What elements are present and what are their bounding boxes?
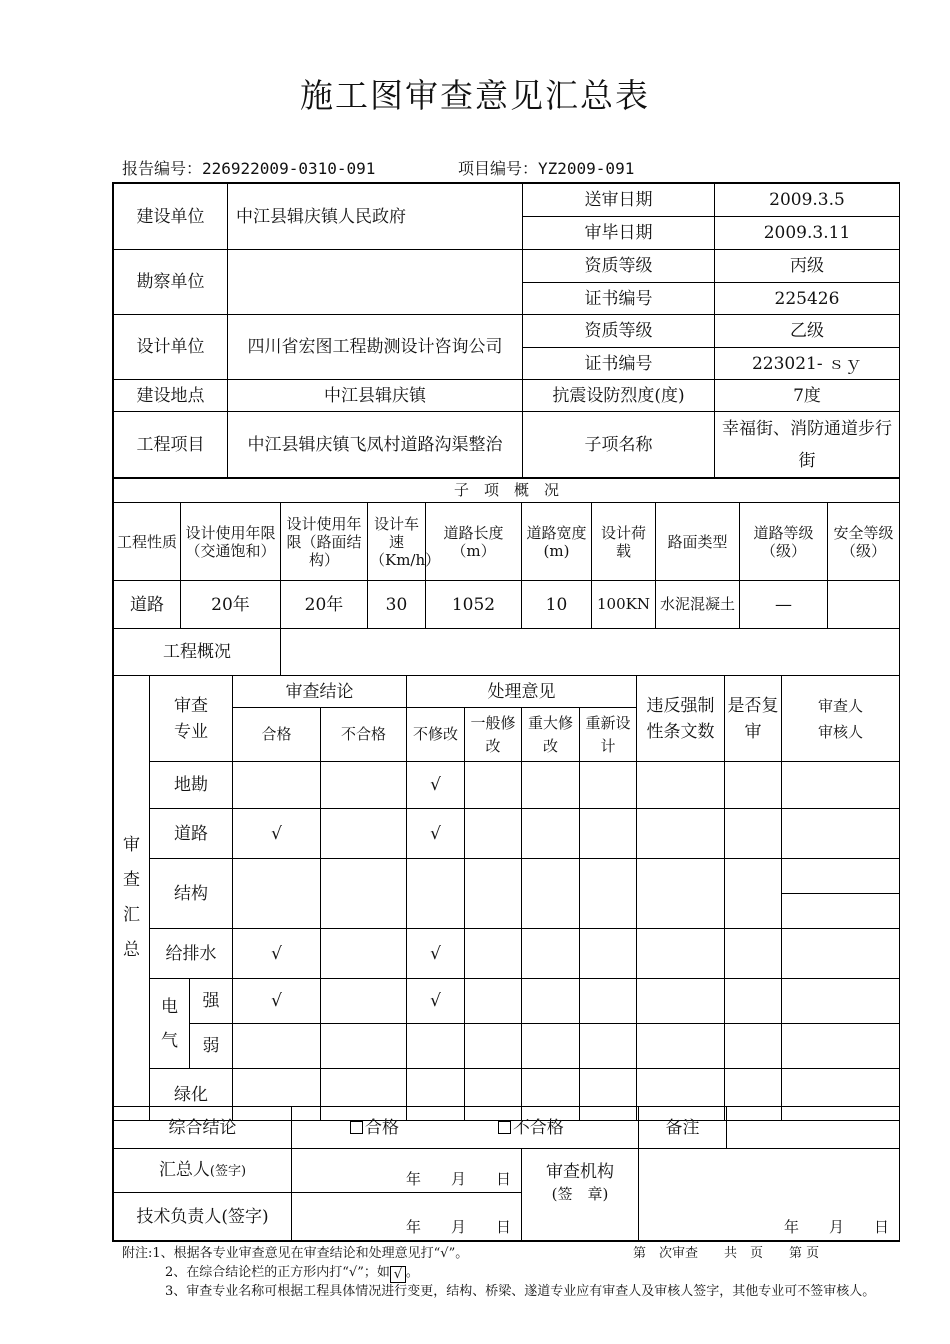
road-no-change: √	[407, 809, 465, 859]
agency-day: 日	[873, 1218, 889, 1236]
ov-life-pavement: 20年	[281, 581, 368, 629]
tech-lead-label-cell	[114, 1193, 292, 1241]
drainage-pass: √	[233, 929, 321, 979]
summarizer-sign-note: (签字)	[209, 1163, 247, 1179]
conclusion-table	[113, 1106, 900, 1241]
reviewer-header	[782, 676, 900, 762]
project-name: 中江县辑庆镇飞凤村道路沟渠整治	[228, 412, 523, 478]
summarizer-month: 月	[450, 1170, 466, 1188]
strong-fail	[321, 979, 407, 1024]
specialty-electric	[150, 979, 190, 1069]
structure-fail	[321, 859, 407, 929]
pass-header: 合格	[233, 708, 321, 762]
drainage-reviewer	[782, 929, 900, 979]
tech-lead-label: 技术负责人	[136, 1206, 222, 1227]
weak-fail	[321, 1024, 407, 1069]
conclusion-header: 审查结论	[233, 676, 407, 708]
page-counter: 第 次审查 共 页 第 页	[633, 1246, 820, 1261]
note-3: 3、审查专业名称可根据工程具体情况进行变更，结构、桥梁、遂道专业应有审查人及审核人签字，其他专业可不签审核人。	[165, 1284, 876, 1299]
design-qual-label: 资质等级	[523, 315, 715, 348]
summarizer-label: 汇总人	[158, 1159, 210, 1180]
strong-major	[522, 979, 580, 1024]
specialty-header	[150, 676, 233, 762]
survey-redesign	[580, 762, 637, 809]
page-title: 施工图审查意见汇总表	[300, 76, 650, 115]
overall-label: 综合结论	[114, 1107, 292, 1149]
ov-length: 1052	[426, 581, 522, 629]
specialty-header-text: 审查专业	[174, 695, 208, 742]
summary-label: 工程概况	[114, 629, 281, 676]
tech-lead-day: 日	[495, 1218, 511, 1236]
ov-header-width: 道路宽度(m)	[522, 503, 592, 581]
remark-value	[727, 1107, 900, 1149]
structure-reviewer	[782, 859, 900, 894]
survey-minor	[465, 762, 522, 809]
drainage-violation	[637, 929, 725, 979]
ov-header-length: 道路长度（m）	[426, 503, 522, 581]
build-unit: 中江县辑庆镇人民政府	[228, 184, 523, 250]
summarizer-date	[292, 1149, 522, 1193]
opinion-header: 处理意见	[407, 676, 637, 708]
weak-pass	[233, 1024, 321, 1069]
road-major	[522, 809, 580, 859]
survey-no-change: √	[407, 762, 465, 809]
drainage-recheck	[725, 929, 782, 979]
road-fail	[321, 809, 407, 859]
survey-unit-label: 勘察单位	[114, 250, 228, 315]
fail-checkbox[interactable]	[498, 1121, 511, 1134]
tech-lead-sign-note: (签字)	[221, 1206, 269, 1227]
survey-unit	[228, 250, 523, 315]
survey-fail	[321, 762, 407, 809]
weak-reviewer	[782, 1024, 900, 1069]
ov-header-life-traffic: 设计使用年限（交通饱和）	[181, 503, 281, 581]
specialty-survey: 地勘	[150, 762, 233, 809]
note-2-end: 。	[405, 1265, 419, 1280]
specialty-electric-weak: 弱	[190, 1024, 233, 1069]
agency-month: 月	[828, 1218, 844, 1236]
summarizer-label-cell	[114, 1149, 292, 1193]
strong-recheck	[725, 979, 782, 1024]
design-cert: 223021- ｓｙ	[715, 348, 900, 380]
specialty-structure: 结构	[150, 859, 233, 929]
ov-load: 100KN	[592, 581, 656, 629]
ov-road-grade: —	[740, 581, 828, 629]
ov-nature: 道路	[114, 581, 181, 629]
redesign-header: 重新设计	[580, 708, 637, 762]
specialty-drainage: 给排水	[150, 929, 233, 979]
no-change-header: 不修改	[407, 708, 465, 762]
note-2-example-box: √	[390, 1266, 406, 1283]
drainage-minor	[465, 929, 522, 979]
structure-minor	[465, 859, 522, 929]
structure-checker	[782, 894, 900, 929]
strong-redesign	[580, 979, 637, 1024]
ov-header-safety-grade: 安全等级（级）	[828, 503, 900, 581]
drainage-redesign	[580, 929, 637, 979]
tech-lead-date	[292, 1193, 522, 1241]
recheck-header: 是否复审	[725, 676, 782, 762]
pass-checkbox[interactable]	[350, 1121, 363, 1134]
ov-life-traffic: 20年	[181, 581, 281, 629]
review-section-label	[114, 676, 150, 1121]
ov-header-load: 设计荷载	[592, 503, 656, 581]
survey-violation	[637, 762, 725, 809]
specialty-road: 道路	[150, 809, 233, 859]
strong-violation	[637, 979, 725, 1024]
summarizer-year: 年	[405, 1170, 421, 1188]
info-table	[113, 183, 900, 478]
ov-header-road-grade: 道路等级（级）	[740, 503, 828, 581]
project-label: 工程项目	[114, 412, 228, 478]
survey-pass	[233, 762, 321, 809]
major-change-header: 重大修改	[522, 708, 580, 762]
weak-recheck	[725, 1024, 782, 1069]
ov-pavement: 水泥混凝土	[656, 581, 740, 629]
survey-major	[522, 762, 580, 809]
report-number: 报告编号：226922009-0310-091	[122, 159, 376, 178]
structure-recheck	[725, 859, 782, 929]
ov-header-pavement: 路面类型	[656, 503, 740, 581]
minor-change-header: 一般修改	[465, 708, 522, 762]
submit-date: 2009.3.5	[715, 184, 900, 217]
road-redesign	[580, 809, 637, 859]
fail-header: 不合格	[321, 708, 407, 762]
structure-no-change	[407, 859, 465, 929]
agency-year: 年	[783, 1218, 799, 1236]
specialty-electric-text: 电气	[161, 996, 178, 1051]
ov-width: 10	[522, 581, 592, 629]
seismic-label: 抗震设防烈度(度)	[523, 380, 715, 412]
ov-speed: 30	[368, 581, 426, 629]
weak-redesign	[580, 1024, 637, 1069]
drainage-major	[522, 929, 580, 979]
ov-header-nature: 工程性质	[114, 503, 181, 581]
reviewer-label: 审查人	[817, 696, 863, 715]
finish-date-label: 审毕日期	[523, 217, 715, 250]
road-minor	[465, 809, 522, 859]
weak-major	[522, 1024, 580, 1069]
project-number: 项目编号：YZ2009-091	[458, 159, 635, 178]
specialty-electric-strong: 强	[190, 979, 233, 1024]
design-unit-label: 设计单位	[114, 315, 228, 380]
strong-minor	[465, 979, 522, 1024]
ov-safety-grade	[828, 581, 900, 629]
pass-option-label: 合格	[365, 1117, 399, 1138]
finish-date: 2009.3.11	[715, 217, 900, 250]
note-2	[165, 1263, 419, 1283]
agency-cell	[522, 1149, 639, 1241]
structure-major	[522, 859, 580, 929]
agency-seal-area	[639, 1149, 900, 1241]
strong-no-change: √	[407, 979, 465, 1024]
ov-header-speed: 设计车速（Km/h）	[368, 503, 426, 581]
checker-label: 审核人	[817, 722, 863, 741]
overall-options	[292, 1107, 639, 1149]
note-1: 附注:1、根据各专业审查意见在审查结论和处理意见打“√”。	[122, 1246, 469, 1261]
site: 中江县辑庆镇	[228, 380, 523, 412]
strong-pass: √	[233, 979, 321, 1024]
survey-recheck	[725, 762, 782, 809]
overview-table	[113, 478, 900, 676]
subitem-label: 子项名称	[523, 412, 715, 478]
survey-cert: 225426	[715, 283, 900, 315]
strong-reviewer	[782, 979, 900, 1024]
structure-pass	[233, 859, 321, 929]
agency-label: 审查机构	[546, 1162, 614, 1182]
road-recheck	[725, 809, 782, 859]
structure-redesign	[580, 859, 637, 929]
seismic: 7度	[715, 380, 900, 412]
tech-lead-month: 月	[450, 1218, 466, 1236]
road-violation	[637, 809, 725, 859]
survey-cert-label: 证书编号	[523, 283, 715, 315]
survey-reviewer	[782, 762, 900, 809]
specialty-green: 绿化	[150, 1069, 233, 1121]
note-2-text: 2、在综合结论栏的正方形内打“√”；如	[165, 1265, 390, 1280]
road-pass: √	[233, 809, 321, 859]
agency-seal: (签 章)	[551, 1185, 609, 1203]
structure-violation	[637, 859, 725, 929]
survey-qual: 丙级	[715, 250, 900, 283]
site-label: 建设地点	[114, 380, 228, 412]
tech-lead-year: 年	[405, 1218, 421, 1236]
review-section-label-text: 审查汇总	[123, 835, 140, 960]
weak-minor	[465, 1024, 522, 1069]
overview-heading: 子 项 概 况	[114, 479, 900, 503]
ov-header-life-pavement: 设计使用年限（路面结构）	[281, 503, 368, 581]
road-reviewer	[782, 809, 900, 859]
survey-qual-label: 资质等级	[523, 250, 715, 283]
design-unit: 四川省宏图工程勘测设计咨询公司	[228, 315, 523, 380]
design-cert-label: 证书编号	[523, 348, 715, 380]
drainage-fail	[321, 929, 407, 979]
violation-header: 违反强制性条文数	[637, 676, 725, 762]
remark-label: 备注	[639, 1107, 727, 1149]
weak-violation	[637, 1024, 725, 1069]
summarizer-day: 日	[495, 1170, 511, 1188]
weak-no-change	[407, 1024, 465, 1069]
summary-value	[281, 629, 900, 676]
build-unit-label: 建设单位	[114, 184, 228, 250]
review-table	[113, 675, 900, 1121]
submit-date-label: 送审日期	[523, 184, 715, 217]
design-qual: 乙级	[715, 315, 900, 348]
subitem-name: 幸福街、消防通道步行街	[715, 412, 900, 478]
drainage-no-change: √	[407, 929, 465, 979]
fail-option-label: 不合格	[512, 1117, 564, 1138]
